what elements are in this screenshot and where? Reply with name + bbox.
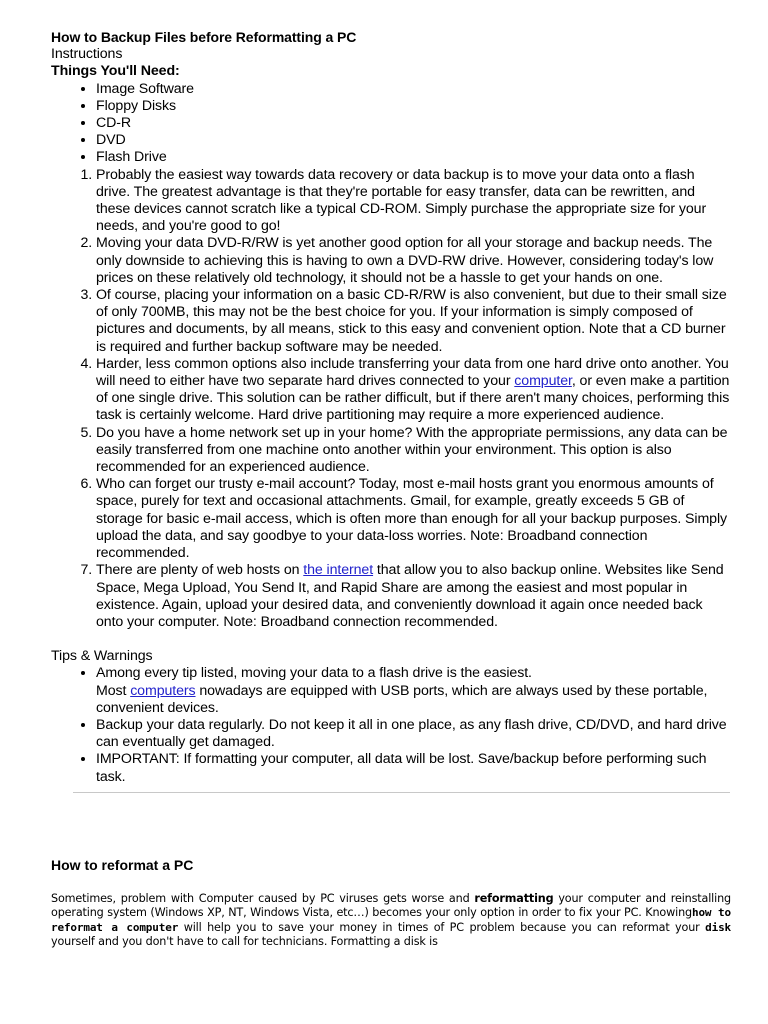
reformat-section [51,857,731,950]
things-needed-heading: Things You'll Need: [51,63,180,80]
article-title: How to Backup Files before Reformatting a PC [51,29,357,45]
step-item: 3. Of course, placing your information on a basic CD-R/RW is also convenient, but due to their small size of only 700MB, this may not be the best choice for you. If your information is simply composed of pictures and documents, by all means, stick to this easy and convenient option. Note that a CD burner is required and further backup software may be needed. [96,287,731,356]
horizontal-divider [73,792,730,793]
tip-item [96,665,731,717]
step-text: that allow you to also backup online. Websites like Send Space, Mega Upload, You Send It, and Rapid Share are among the easiest and most popular in existence. Again, upload your desired data, and conveniently download it again once needed back onto your computer. Note: Broadband connection recommended. [96,562,724,630]
article [51,29,731,793]
step-item: 2. Moving your data DVD-R/RW is yet another good option for all your storage and backup needs. The only downside to achieving this is having to own a DVD-RW drive. However, considering today's low prices on these relatively old technology, it should not be a hassle to get your hands on one. [96,235,731,287]
bold-term: reformatting [474,892,554,905]
section-paragraph [51,892,731,950]
paragraph-text: yourself and you don't have to call for technicians. Formatting a disk is [51,935,438,949]
paragraph-text: will help you to save your money in times of PC problem because you can reformat your [178,920,706,934]
computers-link[interactable]: computers [130,682,196,699]
tips-list [51,665,731,785]
tip-text: nowadays are equipped with USB ports, which are always used by these portable, convenient devices. [96,682,708,716]
step-text: There are plenty of web hosts on [96,562,304,579]
needed-item: • Image Software [96,81,731,98]
needed-item: • CD-R [96,115,731,132]
computer-link[interactable]: computer [514,373,572,390]
tip-text: Among every tip listed, moving your data to a flash drive is the easiest. [96,665,532,682]
instructions-label: Instructions [51,46,123,63]
bold-term: disk [705,920,732,934]
tip-item: • IMPORTANT: If formatting your computer, all data will be lost. Save/backup before performing such task. [96,751,731,785]
needed-item: • Floppy Disks [96,98,731,115]
needed-item: • Flash Drive [96,149,731,166]
tip-item: • Backup your data regularly. Do not keep it all in one place, as any flash drive, CD/DVD, and hard drive can eventually get damaged. [96,717,731,751]
the-internet-link[interactable]: the internet [303,562,374,579]
step-item [96,562,731,631]
bold-term: how to reformat a computer [51,906,732,934]
section-title: How to reformat a PC [51,857,194,873]
tip-text: Most [96,682,131,699]
paragraph-text: Sometimes, problem with Computer caused by PC viruses gets worse and [51,892,475,905]
step-item [96,356,731,425]
step-text: , or even make a partition of one single drive. This solution can be rather difficult, but if there aren't many choices, performing this task is certainly welcome. Hard drive partitioning may require a more experienced audience. [96,373,730,424]
step-item: 1. Probably the easiest way towards data recovery or data backup is to move your data onto a flash drive. The greatest advantage is that they're portable for easy transfer, data can be rewritten, and these devices cannot scratch like a typical CD-ROM. Simply purchase the appropriate size for your needs, and you're good to go! [96,167,731,236]
step-item: 5. Do you have a home network set up in your home? With the appropriate permissions, any data can be easily transferred from one machine onto another within your environment. This option is also recommended for an experienced audience. [96,425,731,477]
step-text: Harder, less common options also include transferring your data from one hard drive onto another. You will need to either have two separate hard drives connected to your [96,355,729,390]
things-needed-list [51,81,731,167]
needed-item: • DVD [96,132,731,149]
tips-heading: Tips & Warnings [51,648,153,665]
paragraph-text: your computer and reinstalling operating system (Windows XP, NT, Windows Vista, etc…) becomes your only option in order to fix your PC. Knowing [51,892,731,920]
steps-list [51,167,731,631]
step-item: 6. Who can forget our trusty e-mail account? Today, most e-mail hosts grant you enormous amounts of space, purely for text and occasional attachments. Gmail, for example, greatly exceeds 5 GB of storage for basic e-mail access, which is often more than enough for all your backup purposes. Simply upload the data, and say goodbye to your data-loss worries. Note: Broadband connection recommended. [96,476,731,562]
